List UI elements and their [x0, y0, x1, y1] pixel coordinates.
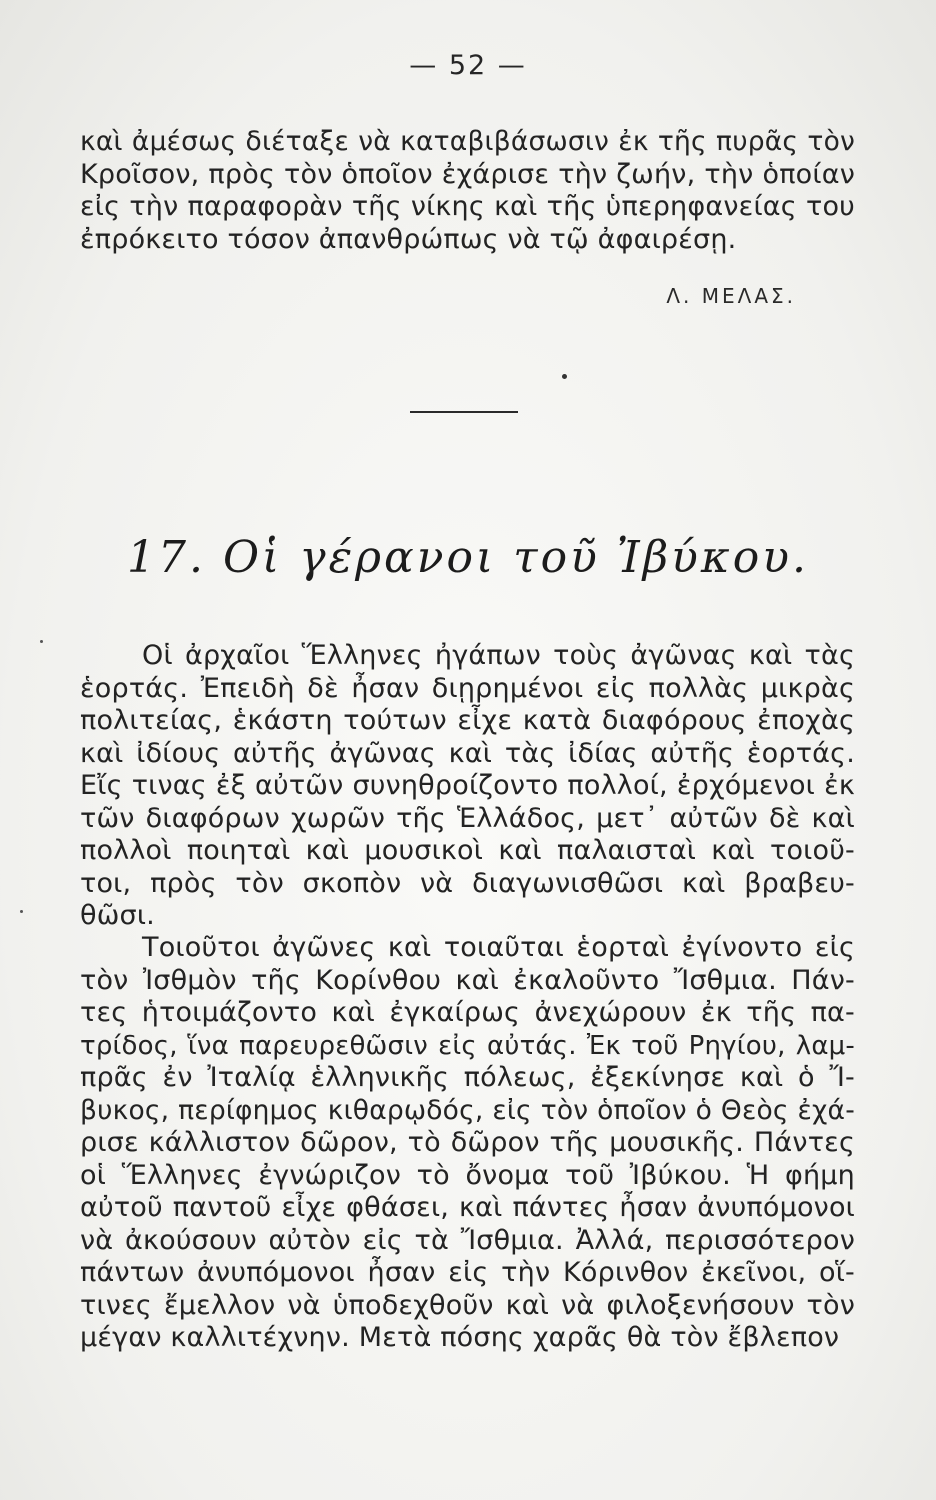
- text-line: τινες ἔμελλον νὰ ὑποδεχθοῦν καὶ νὰ φιλοξενήσουν τὸν: [80, 1289, 855, 1321]
- paragraph-2: [80, 932, 855, 1355]
- text-line: θῶσι.: [80, 900, 155, 931]
- text-line: τες ἡτοιμάζοντο καὶ ἐγκαίρως ἀνεχώρουν ἐκ τῆς πα-: [80, 997, 855, 1028]
- chapter-title: 17. Οἱ γέρανοι τοῦ Ἰβύκου.: [127, 532, 809, 583]
- text-line: καὶ ἀμέσως διέταξε νὰ καταβιβάσωσιν ἐκ τῆς πυρᾶς τὸν: [80, 126, 855, 157]
- text-line: πολλοὶ ποιηταὶ καὶ μουσικοὶ καὶ παλαισταὶ καὶ τοιοῦ-: [80, 835, 855, 866]
- text-line: ρισε κάλλιστον δῶρον, τὸ δῶρον τῆς μουσικῆς. Πάντες: [80, 1127, 855, 1158]
- text-line: τοι, πρὸς τὸν σκοπὸν νὰ διαγωνισθῶσι καὶ βραβευ-: [80, 867, 855, 899]
- text-line: Τοιοῦτοι ἀγῶνες καὶ τοιαῦται ἑορταὶ ἐγίνοντο εἰς: [142, 932, 855, 963]
- text-line: τρίδος, ἵνα παρευρεθῶσιν εἰς αὐτάς. Ἐκ τοῦ Ρηγίου, λαμ-: [80, 1030, 855, 1061]
- text-line: αὐτοῦ παντοῦ εἶχε φθάσει, καὶ πάντες ἦσαν ἀνυπόμονοι: [80, 1192, 855, 1223]
- page-number: — 52 —: [409, 50, 527, 81]
- text-line: οἱ Ἕλληνες ἐγνώριζον τὸ ὄνομα τοῦ Ἰβύκου. Ἡ φήμη: [80, 1159, 855, 1191]
- text-line: βυκος, περίφημος κιθαρῳδός, εἰς τὸν ὁποῖον ὁ Θεὸς ἐχά-: [80, 1094, 855, 1126]
- text-line: Εἴς τινας ἐξ αὐτῶν συνηθροίζοντο πολλοί, ἐρχόμενοι ἐκ: [80, 770, 855, 801]
- ink-speck: [562, 374, 567, 379]
- author-signature: Λ. ΜΕΛΑΣ.: [666, 284, 796, 308]
- intro-paragraph: [80, 126, 855, 256]
- text-line: τῶν διαφόρων χωρῶν τῆς Ἑλλάδος, μετ᾽ αὐτῶν δὲ καὶ: [80, 802, 855, 834]
- text-line: εἰς τὴν παραφορὰν τῆς νίκης καὶ τῆς ὑπερηφανείας του: [80, 191, 855, 222]
- text-line: μέγαν καλλιτέχνην. Μετὰ πόσης χαρᾶς θὰ τὸν ἔβλεπον: [80, 1322, 840, 1353]
- paper-speck: [20, 910, 23, 913]
- paper-speck: [40, 640, 43, 643]
- text-line: Οἱ ἀρχαῖοι Ἕλληνες ἠγάπων τοὺς ἀγῶνας καὶ τὰς: [142, 640, 855, 671]
- text-line: ἐπρόκειτο τόσον ἀπανθρώπως νὰ τῷ ἀφαιρέσῃ.: [80, 223, 737, 255]
- paragraph-1: [80, 640, 855, 933]
- text-line: τὸν Ἰσθμὸν τῆς Κορίνθου καὶ ἐκαλοῦντο Ἴσθμια. Πάν-: [80, 964, 855, 996]
- text-line: πρᾶς ἐν Ἰταλίᾳ ἑλληνικῆς πόλεως, ἐξεκίνησε καὶ ὁ Ἴ-: [80, 1062, 855, 1093]
- text-line: ἑορτάς. Ἐπειδὴ δὲ ἦσαν διῃρημένοι εἰς πολλὰς μικρὰς: [80, 672, 855, 704]
- section-divider: [410, 411, 518, 413]
- text-line: καὶ ἰδίους αὐτῆς ἀγῶνας καὶ τὰς ἰδίας αὐτῆς ἑορτάς.: [80, 737, 855, 769]
- text-line: νὰ ἀκούσουν αὐτὸν εἰς τὰ Ἴσθμια. Ἀλλά, περισσότερον: [80, 1224, 855, 1256]
- text-line: Κροῖσον, πρὸς τὸν ὁποῖον ἐχάρισε τὴν ζωήν, τὴν ὁποίαν: [80, 158, 855, 190]
- text-line: πάντων ἀνυπόμονοι ἦσαν εἰς τὴν Κόρινθον ἐκεῖνοι, οἵ-: [80, 1257, 855, 1288]
- text-line: πολιτείας, ἑκάστη τούτων εἶχε κατὰ διαφόρους ἐποχὰς: [80, 705, 855, 736]
